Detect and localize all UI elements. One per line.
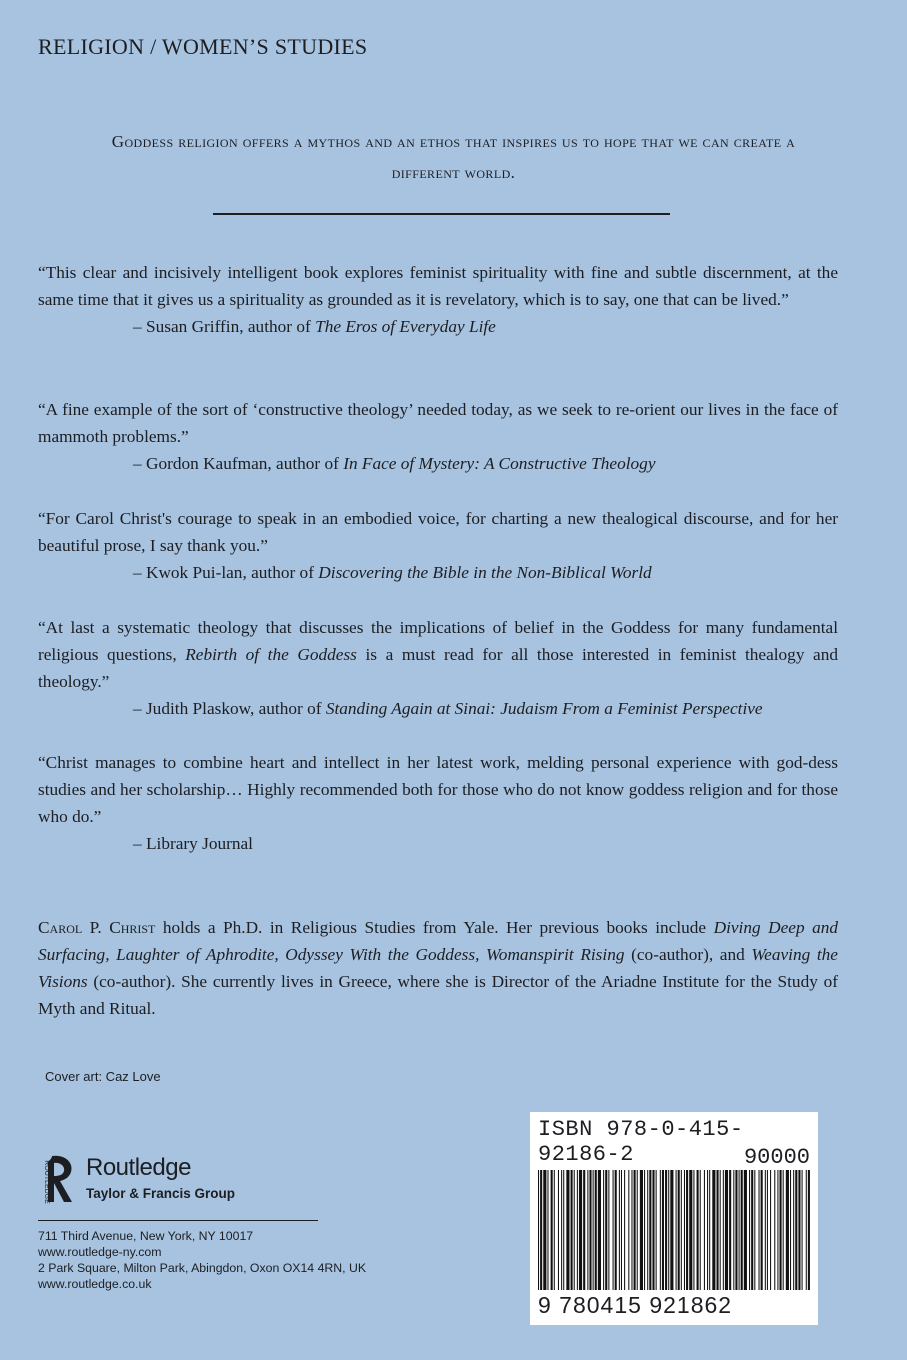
quote-text-part: is a must read for all those interested in feminist thealogy and theology.” xyxy=(38,645,838,691)
routledge-logo-icon xyxy=(38,1152,78,1206)
barcode-bar xyxy=(700,1170,701,1290)
barcode-bar xyxy=(712,1170,715,1290)
bio-text: (co-author), and xyxy=(631,945,745,964)
review-quote xyxy=(38,396,838,477)
barcode-bar xyxy=(608,1170,609,1290)
barcode-bar xyxy=(704,1170,705,1290)
barcode-bar xyxy=(665,1170,667,1290)
bio-text: (co-author). She currently lives in Greece, where she is Director of the Ariadne Institute for the Study of Myth and Ritual. xyxy=(38,972,839,1018)
barcode-bar xyxy=(577,1170,578,1290)
barcode-bar xyxy=(735,1170,737,1290)
quote-text: “Christ manages to combine heart and intellect in her latest work, melding personal experience with god-dess studies and her scholarship… Highly recommended both for those who do not know goddess religion and for those who do.” xyxy=(38,753,838,826)
quote-text-part: “At last a systematic theology that discusses the implications of belief in the Goddess for many fundamental religious questions, xyxy=(38,618,838,664)
barcode-bar xyxy=(786,1170,789,1290)
barcode-bar xyxy=(802,1170,803,1290)
barcode-bar xyxy=(662,1170,664,1290)
cover-art-credit: Cover art: Caz Love xyxy=(45,1069,161,1084)
barcode-bar xyxy=(660,1170,661,1290)
quote-author: – Judith Plaskow, author of xyxy=(133,699,322,718)
barcode-bar xyxy=(628,1170,629,1290)
barcode-bar xyxy=(759,1170,760,1290)
publisher-address xyxy=(38,1228,366,1292)
barcode-bar xyxy=(598,1170,601,1290)
barcode-bar xyxy=(624,1170,625,1290)
barcode-bar xyxy=(808,1170,810,1290)
barcode-bar xyxy=(783,1170,784,1290)
barcode-bar xyxy=(670,1170,673,1290)
barcode-bar xyxy=(631,1170,632,1290)
barcode-bar xyxy=(540,1170,542,1290)
barcode-bar xyxy=(697,1170,699,1290)
barcode-bar xyxy=(593,1170,594,1290)
barcode-bar xyxy=(566,1170,569,1290)
barcode-bar xyxy=(780,1170,782,1290)
barcode-bar xyxy=(637,1170,638,1290)
bio-text: holds a Ph.D. in Religious Studies from Yale. Her previous books include xyxy=(162,918,707,937)
address-line: www.routledge.co.uk xyxy=(38,1277,152,1291)
barcode-bar xyxy=(589,1170,591,1290)
quote-attribution xyxy=(38,830,838,857)
quote-attribution xyxy=(38,450,838,477)
barcode-bar xyxy=(554,1170,555,1290)
bio-books: Diving Deep and Surfacing, Laughter of Aphrodite, Odyssey With the Goddess, Womanspirit Rising xyxy=(38,918,839,964)
barcode-bar xyxy=(751,1170,753,1290)
quote-work: Standing Again at Sinai: Judaism From a Feminist Perspective xyxy=(325,699,763,718)
isbn-barcode xyxy=(530,1112,818,1325)
barcode-bar xyxy=(583,1170,585,1290)
quote-work: The Eros of Everyday Life xyxy=(315,317,496,336)
barcode-bar xyxy=(640,1170,643,1290)
barcode-bar xyxy=(579,1170,582,1290)
quote-text: “For Carol Christ's courage to speak in an embodied voice, for charting a new thealogical discourse, and for her beautiful prose, I say thank you.” xyxy=(38,509,838,555)
address-line: www.routledge-ny.com xyxy=(38,1245,162,1259)
barcode-bar xyxy=(777,1170,778,1290)
price-addon: 90000 xyxy=(743,1145,810,1170)
review-quote xyxy=(38,749,838,857)
barcode-bar xyxy=(574,1170,575,1290)
isbn-label: ISBN 978-0-415-92186-2 xyxy=(538,1117,744,1167)
barcode-bar xyxy=(561,1170,562,1290)
address-line: 711 Third Avenue, New York, NY 10017 xyxy=(38,1229,254,1243)
barcode-bar xyxy=(621,1170,622,1290)
publisher-group: Taylor & Francis Group xyxy=(86,1186,236,1201)
barcode-bar xyxy=(563,1170,564,1290)
quote-attribution xyxy=(38,695,838,722)
barcode-bar xyxy=(619,1170,620,1290)
barcode-bar xyxy=(678,1170,680,1290)
barcode-bar xyxy=(538,1170,539,1290)
barcode-bar xyxy=(765,1170,766,1290)
barcode-bar xyxy=(790,1170,791,1290)
barcode-bar xyxy=(774,1170,775,1290)
quote-author: – Library Journal xyxy=(133,834,253,853)
barcode-bar xyxy=(725,1170,728,1290)
tagline: Goddess religion offers a mythos and an ethos that inspires us to hope that we can create a different world. xyxy=(111,132,796,182)
barcode-bar xyxy=(693,1170,694,1290)
divider xyxy=(213,213,670,215)
barcode-bars xyxy=(536,1170,812,1290)
barcode-bar xyxy=(615,1170,617,1290)
barcode-bar xyxy=(652,1170,654,1290)
barcode-bar xyxy=(587,1170,588,1290)
barcode-bar xyxy=(649,1170,651,1290)
barcode-bar xyxy=(744,1170,747,1290)
barcode-bar xyxy=(767,1170,768,1290)
publisher-logo xyxy=(38,1152,238,1206)
barcode-bar xyxy=(595,1170,597,1290)
barcode-bar xyxy=(634,1170,636,1290)
quote-author: – Gordon Kaufman, author of xyxy=(133,454,339,473)
category-label: RELIGION / WOMEN’S STUDIES xyxy=(38,34,368,59)
quote-attribution xyxy=(38,559,838,586)
bio-books: Weaving the Visions xyxy=(38,945,838,991)
author-bio xyxy=(38,914,838,1022)
address-line: 2 Park Square, Milton Park, Abingdon, Oxon OX14 4RN, UK xyxy=(38,1261,367,1275)
barcode-bar xyxy=(729,1170,731,1290)
barcode-bar xyxy=(707,1170,708,1290)
barcode-bar xyxy=(770,1170,771,1290)
quote-work: Discovering the Bible in the Non-Biblical World xyxy=(318,563,652,582)
barcode-bar xyxy=(686,1170,688,1290)
barcode-bar xyxy=(739,1170,740,1290)
barcode-bar xyxy=(676,1170,677,1290)
quote-attribution xyxy=(38,313,838,340)
logo-vertical-text: ROUTLEDGE xyxy=(43,1160,50,1204)
barcode-bar xyxy=(603,1170,604,1290)
review-quote xyxy=(38,505,838,586)
quote-author: – Susan Griffin, author of xyxy=(133,317,311,336)
barcode-bar xyxy=(613,1170,614,1290)
review-quote xyxy=(38,259,838,340)
barcode-bar xyxy=(681,1170,682,1290)
barcode-bar xyxy=(717,1170,719,1290)
barcode-bar xyxy=(795,1170,797,1290)
barcode-bar xyxy=(668,1170,669,1290)
quote-book-title: Rebirth of the Goddess xyxy=(185,645,357,664)
barcode-bar xyxy=(647,1170,648,1290)
quote-text: “A fine example of the sort of ‘constructive theology’ needed today, as we seek to re-orient our lives in the face of mammoth problems.” xyxy=(38,400,838,446)
barcode-bar xyxy=(733,1170,734,1290)
quote-text xyxy=(38,614,838,695)
barcode-bar xyxy=(689,1170,692,1290)
barcode-bar xyxy=(806,1170,807,1290)
address-divider xyxy=(38,1220,318,1221)
barcode-bar xyxy=(723,1170,724,1290)
barcode-bar xyxy=(644,1170,645,1290)
barcode-bar xyxy=(761,1170,763,1290)
quote-author: – Kwok Pui-lan, author of xyxy=(133,563,314,582)
barcode-bar xyxy=(754,1170,755,1290)
quote-work: In Face of Mystery: A Constructive Theology xyxy=(343,454,656,473)
barcode-bar xyxy=(605,1170,607,1290)
barcode-bar xyxy=(571,1170,573,1290)
review-quote xyxy=(38,614,838,722)
barcode-bar xyxy=(709,1170,710,1290)
barcode-bar xyxy=(741,1170,743,1290)
barcode-bar xyxy=(798,1170,800,1290)
barcode-bar xyxy=(793,1170,794,1290)
barcode-bar xyxy=(720,1170,721,1290)
isbn-digits: 9 780415 921862 xyxy=(538,1292,733,1318)
quote-text: “This clear and incisively intelligent book explores feminist spirituality with fine and subtle discernment, at the same time that it gives us a spirituality as grounded as it is revelatory, which is to say, one that can be lived.” xyxy=(38,263,838,309)
barcode-bar xyxy=(547,1170,548,1290)
author-name: Carol P. Christ xyxy=(38,918,156,937)
barcode-bar xyxy=(684,1170,685,1290)
publisher-name: Routledge xyxy=(86,1154,191,1181)
barcode-bar xyxy=(543,1170,546,1290)
barcode-bar xyxy=(551,1170,553,1290)
barcode-bar xyxy=(558,1170,559,1290)
barcode-bar xyxy=(749,1170,750,1290)
barcode-bar xyxy=(656,1170,657,1290)
